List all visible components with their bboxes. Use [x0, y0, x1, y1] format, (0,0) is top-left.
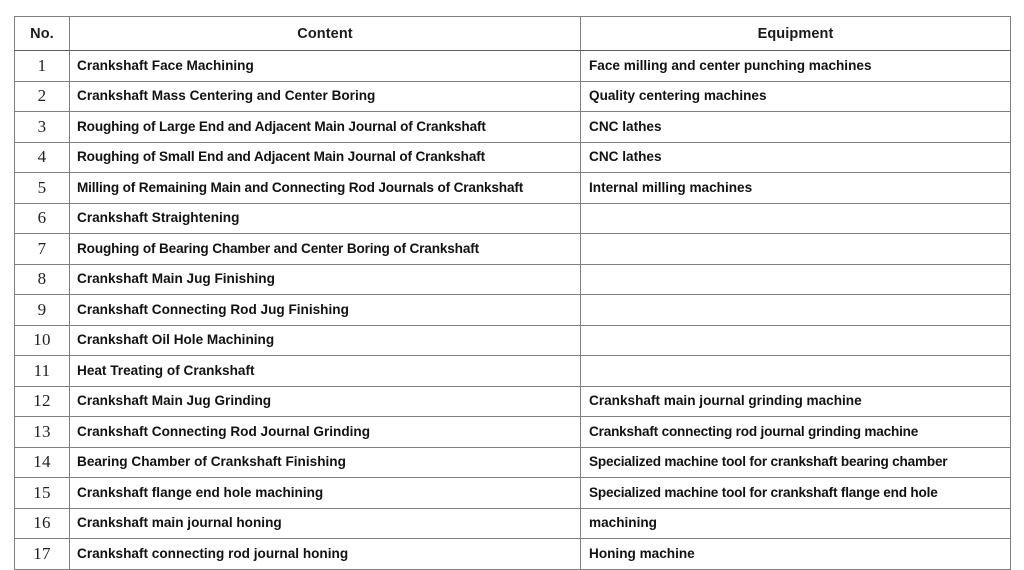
equipment-text: Face milling and center punching machines — [589, 57, 872, 73]
equipment-text: Specialized machine tool for crankshaft bearing chamber — [589, 454, 948, 470]
cell-content — [70, 539, 581, 570]
table-row — [15, 112, 1011, 143]
process-table-container — [14, 16, 1010, 570]
content-text: Crankshaft Straightening — [77, 210, 240, 226]
equipment-text: Internal milling machines — [589, 179, 753, 195]
content-text: Milling of Remaining Main and Connecting Rod Journals of Crankshaft — [77, 179, 524, 195]
cell-equipment — [581, 447, 1011, 478]
cell-row-number: 14 — [15, 447, 70, 478]
cell-equipment — [581, 112, 1011, 143]
content-text: Roughing of Bearing Chamber and Center Boring of Crankshaft — [77, 240, 480, 256]
cell-content — [70, 203, 581, 234]
cell-content — [70, 325, 581, 356]
cell-row-number: 10 — [15, 325, 70, 356]
content-text: Crankshaft Mass Centering and Center Boring — [77, 88, 376, 104]
cell-content — [70, 356, 581, 387]
cell-equipment — [581, 203, 1011, 234]
cell-content — [70, 417, 581, 448]
cell-row-number: 7 — [15, 234, 70, 265]
cell-row-number: 5 — [15, 173, 70, 204]
cell-equipment — [581, 478, 1011, 509]
content-text: Crankshaft Main Jug Grinding — [77, 393, 272, 409]
cell-equipment — [581, 325, 1011, 356]
table-row — [15, 478, 1011, 509]
cell-equipment — [581, 539, 1011, 570]
content-text: Crankshaft Connecting Rod Journal Grinding — [77, 423, 371, 439]
table-row — [15, 81, 1011, 112]
content-text: Bearing Chamber of Crankshaft Finishing — [77, 454, 346, 470]
table-row — [15, 203, 1011, 234]
cell-content — [70, 51, 581, 82]
table-row — [15, 264, 1011, 295]
cell-equipment — [581, 234, 1011, 265]
content-text: Crankshaft Connecting Rod Jug Finishing — [77, 301, 349, 317]
content-text: Crankshaft main journal honing — [77, 515, 282, 531]
crankshaft-process-table — [14, 16, 1011, 570]
cell-content — [70, 264, 581, 295]
equipment-text: machining — [589, 515, 657, 531]
table-row — [15, 356, 1011, 387]
equipment-text: Crankshaft connecting rod journal grinding machine — [589, 423, 919, 439]
table-row — [15, 173, 1011, 204]
equipment-text — [581, 309, 1010, 310]
column-header-content: Content — [70, 17, 581, 51]
cell-row-number: 11 — [15, 356, 70, 387]
cell-row-number: 2 — [15, 81, 70, 112]
table-row — [15, 234, 1011, 265]
content-text: Roughing of Small End and Adjacent Main Journal of Crankshaft — [77, 149, 486, 165]
cell-row-number: 13 — [15, 417, 70, 448]
cell-row-number: 3 — [15, 112, 70, 143]
equipment-text — [581, 370, 1010, 371]
cell-equipment — [581, 142, 1011, 173]
equipment-text: Quality centering machines — [589, 88, 767, 104]
cell-equipment — [581, 386, 1011, 417]
content-text: Heat Treating of Crankshaft — [77, 362, 255, 378]
content-text: Roughing of Large End and Adjacent Main Journal of Crankshaft — [77, 118, 486, 134]
cell-equipment — [581, 51, 1011, 82]
equipment-text: CNC lathes — [589, 118, 662, 134]
cell-content — [70, 142, 581, 173]
cell-content — [70, 234, 581, 265]
table-header — [15, 17, 1011, 51]
cell-equipment — [581, 81, 1011, 112]
cell-row-number: 1 — [15, 51, 70, 82]
cell-equipment — [581, 264, 1011, 295]
cell-content — [70, 386, 581, 417]
cell-row-number: 15 — [15, 478, 70, 509]
cell-row-number: 4 — [15, 142, 70, 173]
table-body — [15, 51, 1011, 570]
header-row — [15, 17, 1011, 51]
cell-equipment — [581, 508, 1011, 539]
cell-content — [70, 447, 581, 478]
table-row — [15, 51, 1011, 82]
cell-equipment — [581, 417, 1011, 448]
column-header-no: No. — [15, 17, 70, 51]
cell-equipment — [581, 356, 1011, 387]
table-row — [15, 508, 1011, 539]
equipment-text: Specialized machine tool for crankshaft flange end hole — [589, 484, 938, 500]
content-text: Crankshaft connecting rod journal honing — [77, 545, 349, 561]
equipment-text — [581, 248, 1010, 249]
content-text: Crankshaft Face Machining — [77, 57, 254, 73]
equipment-text — [581, 340, 1010, 341]
cell-row-number: 9 — [15, 295, 70, 326]
cell-row-number: 12 — [15, 386, 70, 417]
table-row — [15, 447, 1011, 478]
cell-content — [70, 508, 581, 539]
cell-content — [70, 295, 581, 326]
table-row — [15, 295, 1011, 326]
cell-content — [70, 112, 581, 143]
equipment-text: Crankshaft main journal grinding machine — [589, 393, 862, 409]
cell-content — [70, 478, 581, 509]
cell-row-number: 17 — [15, 539, 70, 570]
cell-equipment — [581, 295, 1011, 326]
content-text: Crankshaft flange end hole machining — [77, 484, 324, 500]
cell-row-number: 6 — [15, 203, 70, 234]
table-row — [15, 417, 1011, 448]
cell-content — [70, 173, 581, 204]
table-row — [15, 386, 1011, 417]
equipment-text: CNC lathes — [589, 149, 662, 165]
table-row — [15, 142, 1011, 173]
column-header-equipment: Equipment — [581, 17, 1011, 51]
cell-row-number: 16 — [15, 508, 70, 539]
table-row — [15, 539, 1011, 570]
table-row — [15, 325, 1011, 356]
equipment-text — [581, 279, 1010, 280]
content-text: Crankshaft Main Jug Finishing — [77, 271, 275, 287]
equipment-text: Honing machine — [589, 545, 695, 561]
equipment-text — [581, 218, 1010, 219]
cell-equipment — [581, 173, 1011, 204]
content-text: Crankshaft Oil Hole Machining — [77, 332, 275, 348]
cell-content — [70, 81, 581, 112]
cell-row-number: 8 — [15, 264, 70, 295]
